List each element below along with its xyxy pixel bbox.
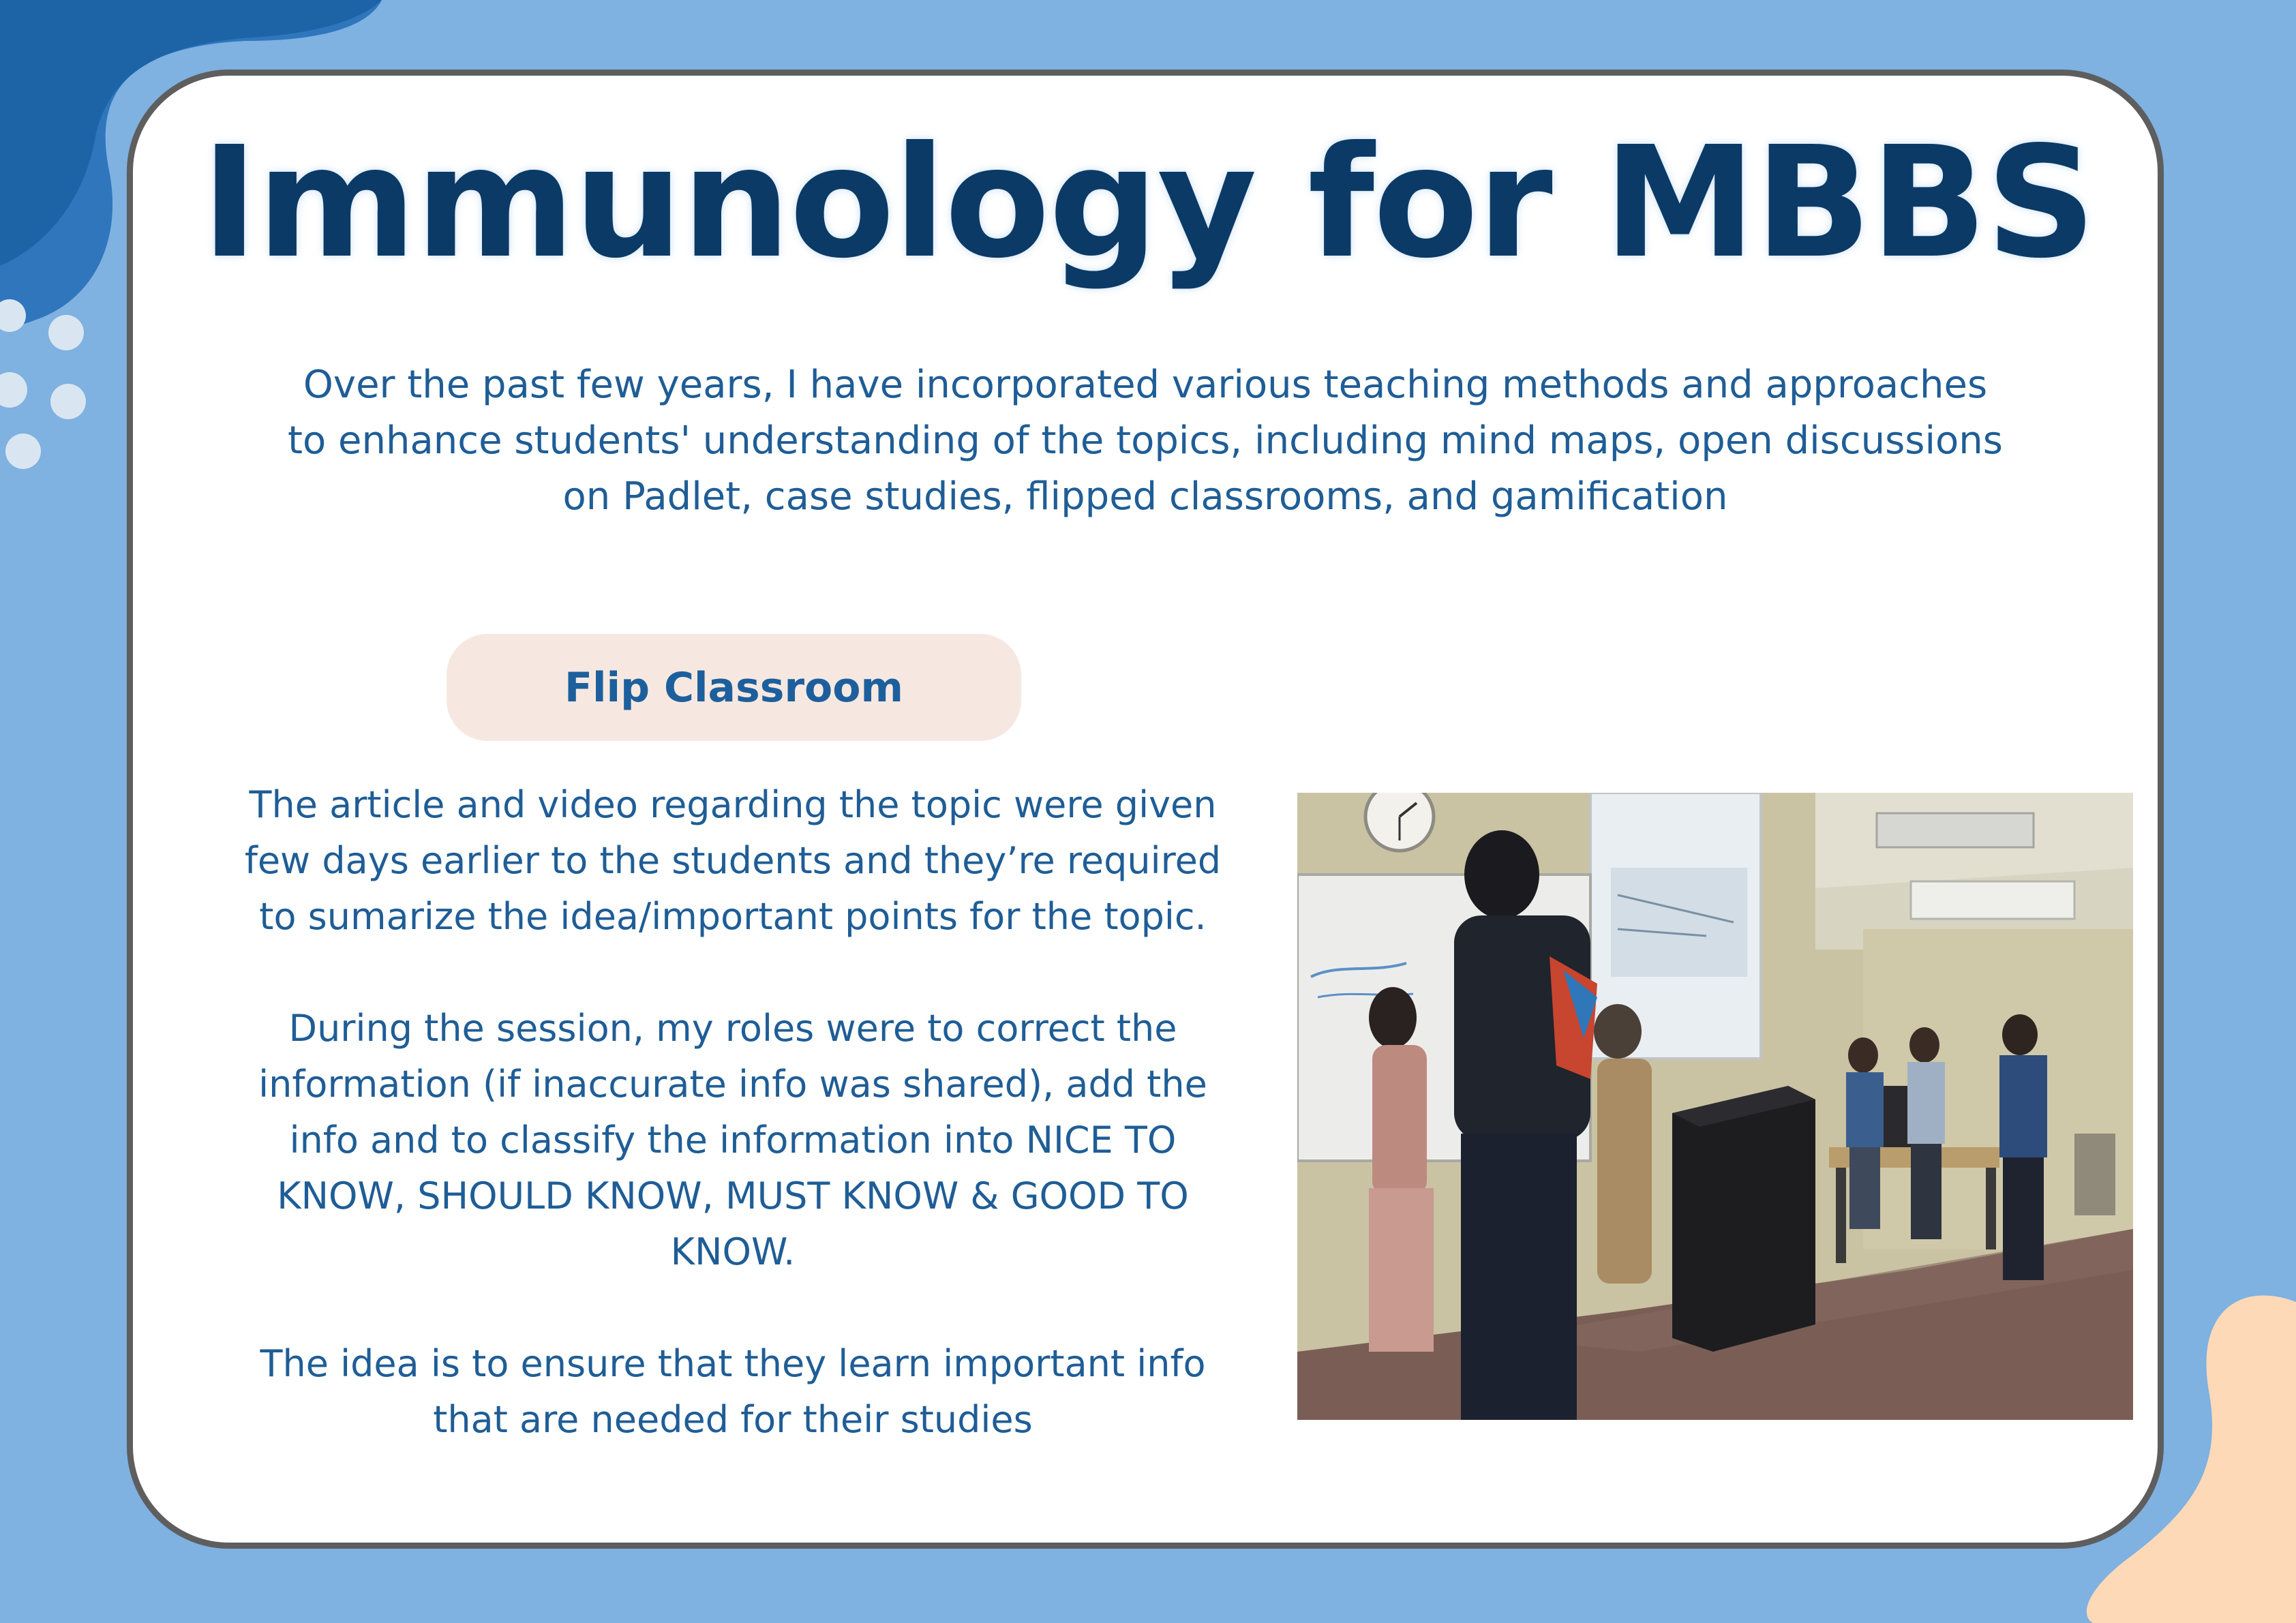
dot bbox=[5, 434, 41, 469]
body-paragraph: During the session, my roles were to correct the information (if inaccurate info was shared), add the info and to classify the information into NICE TO KNOW, SHOULD KNOW, MUST KNOW & GOOD TO KNOW. bbox=[258, 1007, 1207, 1273]
section-label-pill bbox=[447, 634, 1021, 741]
section-label: Flip Classroom bbox=[564, 663, 904, 712]
dot bbox=[50, 384, 86, 419]
dot bbox=[0, 372, 27, 408]
dot bbox=[0, 299, 26, 332]
classroom-photo bbox=[1297, 793, 2133, 1420]
intro-paragraph: Over the past few years, I have incorporated various teaching methods and approaches to enhance students' understanding of the topics, including mind maps, open discussions on Padlet, case studies, flipped classrooms, and gamification bbox=[288, 363, 2003, 519]
body-paragraph: The idea is to ensure that they learn important info that are needed for their studies bbox=[260, 1342, 1206, 1441]
section-body bbox=[225, 777, 1241, 1448]
page-title: Immunology for MBBS bbox=[200, 114, 2095, 292]
decorative-dots bbox=[0, 286, 102, 477]
dot bbox=[48, 315, 84, 350]
body-paragraph: The article and video regarding the topic were given few days earlier to the students and they’re required to sumarize the idea/important points for the topic. bbox=[244, 783, 1222, 938]
